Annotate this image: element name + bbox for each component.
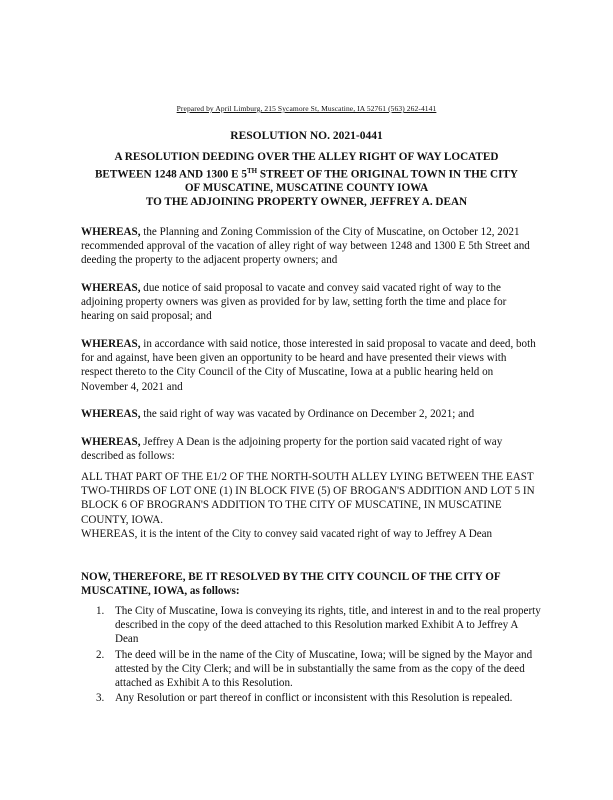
whereas-lead: WHEREAS, [81,226,141,238]
title-line-2-part-a: BETWEEN 1248 AND 1300 E 5 [94,168,247,181]
title-line-2-part-b: STREET OF THE ORIGINAL TOWN IN THE CITY [257,168,519,181]
whereas-text: in accordance with said notice, those interested in said proposal to vacate and deed, both for and against, have been given an opportunity to be heard and have presented their views with respect thereto to the City Council of the City of Muscatine, Iowa at a public hearing held on November 4, 2021 and [81,338,536,393]
title-line-1: A RESOLUTION DEEDING OVER THE ALLEY RIGHT OF WAY LOCATED [114,151,499,163]
title-line-4: TO THE ADJOINING PROPERTY OWNER, JEFFREY A. DEAN [145,195,468,208]
whereas-text: Jeffrey A Dean is the adjoining property for the portion said vacated right of way described as follows: [81,436,503,463]
whereas-paragraph-3 [81,337,536,394]
list-item [81,691,541,705]
whereas-paragraph-2 [81,281,536,324]
whereas-text: due notice of said proposal to vacate and convey said vacated right of way to the adjoining property owners was given as provided for by law, setting forth the time and place for hearing on said proposal; and [81,282,507,323]
title-superscript: TH [246,166,258,175]
resolved-heading: NOW, THEREFORE, BE IT RESOLVED BY THE CITY COUNCIL OF THE CITY OF MUSCATINE, IOWA, as follows: [81,571,501,598]
whereas-paragraph-5 [81,435,536,463]
whereas-paragraph-4 [81,407,536,421]
resolution-title [70,151,543,209]
item-number: 2. [96,648,105,661]
item-text: Any Resolution or part thereof in conflict or inconsistent with this Resolution is repealed. [115,692,513,705]
whereas-lead: WHEREAS, [81,338,141,350]
whereas-text: the Planning and Zoning Commission of the City of Muscatine, on October 12, 2021 recommended approval of the vacation of alley right of way between 1248 and 1300 E 5th Street and deeding the property to the adjacent property owners; and [81,226,530,267]
intent-paragraph: WHEREAS, it is the intent of the City to convey said vacated right of way to Jeffrey A Dean [81,528,493,540]
item-number: 1. [96,605,105,617]
whereas-text: the said right of way was vacated by Ordinance on December 2, 2021; and [140,408,475,420]
title-line-3: OF MUSCATINE, MUSCATINE COUNTY IOWA [184,181,429,194]
resolution-items [81,604,541,706]
whereas-lead: WHEREAS, [81,436,141,448]
item-text: The City of Muscatine, Iowa is conveying its rights, title, and interest in and to the real property described in the copy of the deed attached to this Resolution marked Exhibit A to Jeffrey A Dean [115,605,541,646]
resolution-number: RESOLUTION NO. 2021-0441 [230,130,383,142]
list-item [81,604,541,647]
whereas-lead: WHEREAS, [81,282,141,294]
list-item [81,648,541,691]
item-number: 3. [96,692,105,705]
whereas-lead: WHEREAS, [81,408,141,420]
title-line-2 [70,165,543,182]
legal-description: ALL THAT PART OF THE E1/2 OF THE NORTH-SOUTH ALLEY LYING BETWEEN THE EAST TWO-THIRDS OF LOT ONE (1) IN BLOCK FIVE (5) OF BROGAN'S ADDITION AND LOT 5 IN BLOCK 6 OF BROGRAN'S ADDITION TO THE CITY OF MUSCATINE, IN MUSCATINE COUNTY, IOWA. [81,471,535,526]
prepared-by-line: Prepared by April Limburg, 215 Sycamore St, Muscatine, IA 52761 (563) 262-4141 [176,104,437,113]
item-text: The deed will be in the name of the City of Muscatine, Iowa; will be signed by the Mayor and attested by the City Clerk; and will be in substantially the same from as the copy of the deed attached as Exhibit A to this Resolution. [115,648,533,690]
whereas-paragraph-1 [81,225,536,268]
